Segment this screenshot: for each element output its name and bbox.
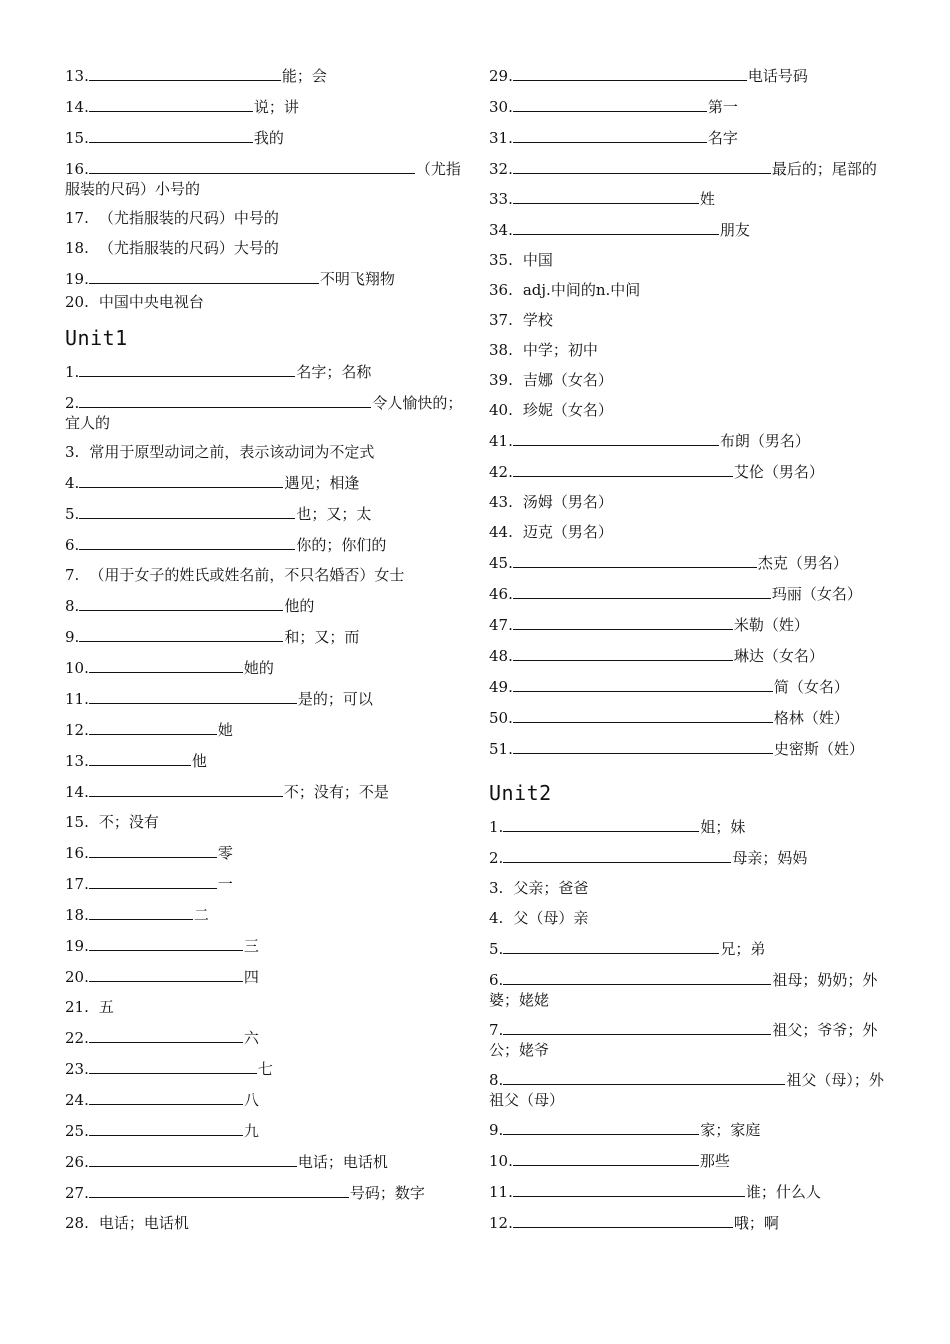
- answer-blank: [89, 1183, 349, 1198]
- item-gloss: 格林（姓）: [773, 709, 849, 727]
- item-gloss: 祖母；奶奶；外婆；姥姥: [489, 971, 878, 1009]
- item-number: 17.: [65, 875, 89, 893]
- vocab-item: [65, 393, 465, 433]
- left-list-top: [65, 66, 465, 312]
- item-number: 9.: [65, 628, 80, 646]
- vocab-item: [65, 658, 465, 678]
- item-number: 49.: [489, 678, 513, 696]
- item-gloss: 常用于原型动词之前，表示该动词为不定式: [89, 443, 375, 461]
- item-number: 13.: [65, 752, 89, 770]
- item-gloss: 学校: [522, 311, 553, 329]
- item-number: 17.: [65, 209, 89, 227]
- item-number: 1.: [489, 818, 504, 836]
- item-gloss: 不；没有: [98, 813, 159, 831]
- answer-blank: [503, 1120, 699, 1135]
- item-gloss: 迈克（男名）: [522, 523, 613, 541]
- answer-blank: [513, 189, 699, 204]
- item-gloss: 你的；你们的: [296, 536, 387, 554]
- item-gloss: 中国: [522, 251, 553, 269]
- vocab-item: [65, 1183, 465, 1203]
- item-number: 14.: [65, 98, 89, 116]
- answer-blank: [89, 1121, 243, 1136]
- vocab-item: [489, 281, 884, 300]
- answer-blank: [503, 848, 731, 863]
- vocab-item: [65, 813, 465, 832]
- vocab-item: [489, 251, 884, 270]
- item-gloss: 她: [217, 721, 233, 739]
- item-gloss: 不明飞翔物: [319, 270, 395, 288]
- item-number: 37.: [489, 311, 513, 329]
- item-number: 21.: [65, 998, 89, 1016]
- item-gloss: 三: [243, 937, 259, 955]
- item-gloss: 说；讲: [253, 98, 299, 116]
- item-number: 31.: [489, 129, 513, 147]
- answer-blank: [89, 720, 217, 735]
- item-gloss: 第一: [707, 98, 738, 116]
- answer-blank: [89, 1028, 243, 1043]
- item-gloss: adj.中间的n.中间: [522, 281, 641, 299]
- item-gloss: 四: [243, 968, 259, 986]
- item-number: 27.: [65, 1184, 89, 1202]
- item-number: 42.: [489, 463, 513, 481]
- item-number: 1.: [65, 363, 80, 381]
- answer-blank: [79, 535, 295, 550]
- answer-blank: [89, 874, 217, 889]
- unit2-heading: Unit2: [489, 781, 552, 805]
- vocab-item: [489, 431, 884, 451]
- item-number: 36.: [489, 281, 513, 299]
- vocab-item: [65, 998, 465, 1017]
- item-number: 3.: [489, 879, 504, 897]
- left-list-unit1: [65, 362, 465, 1233]
- item-number: 10.: [489, 1152, 513, 1170]
- answer-blank: [89, 128, 253, 143]
- vocab-item: [489, 615, 884, 635]
- item-number: 18.: [65, 906, 89, 924]
- answer-blank: [513, 97, 707, 112]
- vocab-item: [65, 905, 465, 925]
- item-number: 41.: [489, 432, 513, 450]
- item-number: 40.: [489, 401, 513, 419]
- vocab-item: [65, 1152, 465, 1172]
- item-gloss: 玛丽（女名）: [771, 585, 862, 603]
- answer-blank: [79, 473, 283, 488]
- item-gloss: 八: [243, 1091, 259, 1109]
- answer-blank: [89, 689, 297, 704]
- vocab-item: [65, 967, 465, 987]
- vocab-item: [489, 1151, 884, 1171]
- item-number: 12.: [65, 721, 89, 739]
- item-gloss: 能；会: [281, 67, 327, 85]
- answer-blank: [513, 615, 733, 630]
- vocab-item: [489, 1182, 884, 1202]
- vocab-item: [65, 239, 465, 258]
- item-number: 15.: [65, 129, 89, 147]
- vocab-item: [65, 689, 465, 709]
- item-gloss: 六: [243, 1029, 259, 1047]
- item-gloss: 七: [257, 1060, 273, 1078]
- vocab-item: [65, 843, 465, 863]
- answer-blank: [513, 708, 773, 723]
- answer-blank: [89, 97, 253, 112]
- answer-blank: [89, 269, 319, 284]
- item-gloss: 电话；电话机: [98, 1214, 189, 1232]
- item-number: 15.: [65, 813, 89, 831]
- item-gloss: 零: [217, 844, 233, 862]
- answer-blank: [513, 220, 719, 235]
- item-number: 19.: [65, 937, 89, 955]
- item-gloss: 吉娜（女名）: [522, 371, 613, 389]
- vocab-item: [489, 848, 884, 868]
- item-gloss: 中国中央电视台: [98, 293, 204, 311]
- answer-blank: [89, 782, 283, 797]
- vocab-item: [489, 159, 884, 179]
- right-list-unit2: [489, 817, 884, 1233]
- vocab-item: [65, 269, 465, 289]
- item-gloss: 五: [98, 998, 114, 1016]
- vocab-item: [489, 1070, 884, 1110]
- vocab-item: [65, 66, 465, 86]
- vocab-item: [65, 782, 465, 802]
- answer-blank: [503, 1020, 771, 1035]
- item-gloss: （用于女子的姓氏或姓名前，不只名婚否）女士: [89, 566, 405, 584]
- item-number: 32.: [489, 160, 513, 178]
- vocab-item: [65, 97, 465, 117]
- answer-blank: [513, 1151, 699, 1166]
- item-gloss: 祖父（母）；外祖父（母）: [489, 1071, 884, 1109]
- vocab-item: [489, 341, 884, 360]
- item-gloss: 米勒（姓）: [733, 616, 809, 634]
- item-gloss: （尤指服装的尺码）小号的: [65, 160, 461, 198]
- item-number: 5.: [489, 940, 504, 958]
- item-gloss: 史密斯（姓）: [773, 740, 864, 758]
- item-gloss: 也；又；太: [296, 505, 372, 523]
- answer-blank: [89, 658, 243, 673]
- vocab-item: [489, 1120, 884, 1140]
- vocab-item: [489, 462, 884, 482]
- item-gloss: 我的: [253, 129, 284, 147]
- vocab-item: [489, 189, 884, 209]
- item-number: 11.: [65, 690, 89, 708]
- item-gloss: 是的；可以: [297, 690, 373, 708]
- answer-blank: [79, 627, 283, 642]
- item-gloss: 一: [217, 875, 233, 893]
- item-number: 8.: [65, 597, 80, 615]
- item-gloss: 和；又；而: [284, 628, 360, 646]
- vocab-item: [65, 362, 465, 382]
- item-number: 24.: [65, 1091, 89, 1109]
- answer-blank: [89, 967, 243, 982]
- item-number: 30.: [489, 98, 513, 116]
- answer-blank: [513, 431, 719, 446]
- vocab-item: [65, 566, 465, 585]
- answer-blank: [79, 596, 283, 611]
- item-gloss: 九: [243, 1122, 259, 1140]
- answer-blank: [513, 66, 747, 81]
- answer-blank: [89, 66, 281, 81]
- left-column: [65, 66, 465, 1244]
- vocab-item: [489, 879, 884, 898]
- vocab-item: [65, 596, 465, 616]
- vocab-item: [489, 97, 884, 117]
- vocab-item: [489, 677, 884, 697]
- vocab-item: [489, 401, 884, 420]
- answer-blank: [89, 936, 243, 951]
- item-gloss: 杰克（男名）: [757, 554, 848, 572]
- answer-blank: [513, 159, 771, 174]
- vocab-item: [489, 66, 884, 86]
- answer-blank: [503, 970, 771, 985]
- answer-blank: [513, 553, 757, 568]
- item-number: 43.: [489, 493, 513, 511]
- vocab-item: [489, 909, 884, 928]
- vocab-item: [65, 443, 465, 462]
- item-number: 23.: [65, 1060, 89, 1078]
- item-number: 46.: [489, 585, 513, 603]
- answer-blank: [89, 159, 415, 174]
- vocab-item: [65, 1090, 465, 1110]
- vocab-item: [489, 128, 884, 148]
- vocab-item: [65, 1214, 465, 1233]
- item-gloss: （尤指服装的尺码）中号的: [98, 209, 279, 227]
- vocab-item: [489, 493, 884, 512]
- item-gloss: 电话号码: [747, 67, 808, 85]
- item-gloss: 令人愉快的；宜人的: [65, 394, 463, 432]
- item-gloss: 汤姆（男名）: [522, 493, 613, 511]
- item-gloss: 名字: [707, 129, 738, 147]
- item-number: 29.: [489, 67, 513, 85]
- item-gloss: 朋友: [719, 221, 750, 239]
- vocab-item: [489, 584, 884, 604]
- item-number: 26.: [65, 1153, 89, 1171]
- item-number: 4.: [65, 474, 80, 492]
- vocab-item: [65, 535, 465, 555]
- answer-blank: [503, 1070, 785, 1085]
- answer-blank: [79, 504, 295, 519]
- right-column: [489, 66, 884, 1244]
- item-gloss: 号码；数字: [349, 1184, 425, 1202]
- item-number: 10.: [65, 659, 89, 677]
- vocab-item: [489, 1020, 884, 1060]
- item-gloss: 艾伦（男名）: [733, 463, 824, 481]
- item-number: 14.: [65, 783, 89, 801]
- vocab-item: [65, 159, 465, 199]
- vocab-item: [65, 1028, 465, 1048]
- answer-blank: [513, 462, 733, 477]
- vocab-item: [65, 473, 465, 493]
- item-number: 51.: [489, 740, 513, 758]
- item-number: 8.: [489, 1071, 504, 1089]
- item-number: 28.: [65, 1214, 89, 1232]
- vocab-item: [489, 817, 884, 837]
- item-number: 11.: [489, 1183, 513, 1201]
- item-gloss: 电话；电话机: [297, 1153, 388, 1171]
- vocab-item: [489, 523, 884, 542]
- vocab-item: [65, 504, 465, 524]
- item-number: 45.: [489, 554, 513, 572]
- item-number: 25.: [65, 1122, 89, 1140]
- vocab-item: [65, 1059, 465, 1079]
- vocab-item: [489, 220, 884, 240]
- answer-blank: [89, 1090, 243, 1105]
- item-number: 34.: [489, 221, 513, 239]
- answer-blank: [513, 128, 707, 143]
- item-number: 4.: [489, 909, 504, 927]
- vocab-item: [489, 970, 884, 1010]
- vocab-item: [489, 1213, 884, 1233]
- item-number: 6.: [489, 971, 504, 989]
- item-gloss: 他: [191, 752, 207, 770]
- item-gloss: 琳达（女名）: [733, 647, 824, 665]
- item-gloss: 母亲；妈妈: [732, 849, 808, 867]
- item-gloss: 谁；什么人: [745, 1183, 821, 1201]
- item-number: 22.: [65, 1029, 89, 1047]
- item-number: 50.: [489, 709, 513, 727]
- vocab-item: [489, 311, 884, 330]
- item-gloss: 祖父；爷爷；外公；姥爷: [489, 1021, 878, 1059]
- item-gloss: （尤指服装的尺码）大号的: [98, 239, 279, 257]
- right-list-top: [489, 66, 884, 759]
- item-gloss: 他的: [284, 597, 315, 615]
- answer-blank: [513, 677, 773, 692]
- item-gloss: 不；没有；不是: [283, 783, 389, 801]
- item-gloss: 遇见；相逢: [284, 474, 360, 492]
- item-number: 2.: [65, 394, 80, 412]
- item-gloss: 最后的；尾部的: [771, 160, 877, 178]
- item-gloss: 父（母）亲: [513, 909, 589, 927]
- item-number: 20.: [65, 968, 89, 986]
- item-gloss: 姓: [699, 190, 715, 208]
- answer-blank: [89, 843, 217, 858]
- item-gloss: 姐；妹: [700, 818, 746, 836]
- item-gloss: 父亲；爸爸: [513, 879, 589, 897]
- answer-blank: [89, 1059, 257, 1074]
- item-gloss: 布朗（男名）: [719, 432, 810, 450]
- item-gloss: 哦；啊: [733, 1214, 779, 1232]
- item-number: 44.: [489, 523, 513, 541]
- unit1-heading: Unit1: [65, 326, 128, 350]
- item-number: 18.: [65, 239, 89, 257]
- vocab-item: [65, 1121, 465, 1141]
- answer-blank: [513, 1213, 733, 1228]
- answer-blank: [503, 817, 699, 832]
- item-number: 16.: [65, 160, 89, 178]
- answer-blank: [89, 1152, 297, 1167]
- answer-blank: [513, 1182, 745, 1197]
- vocab-item: [65, 209, 465, 228]
- vocab-item: [65, 627, 465, 647]
- item-number: 20.: [65, 293, 89, 311]
- item-gloss: 家；家庭: [700, 1121, 761, 1139]
- item-gloss: 那些: [699, 1152, 730, 1170]
- vocab-item: [65, 936, 465, 956]
- item-number: 9.: [489, 1121, 504, 1139]
- item-number: 47.: [489, 616, 513, 634]
- vocab-item: [489, 646, 884, 666]
- answer-blank: [79, 393, 371, 408]
- item-number: 19.: [65, 270, 89, 288]
- item-number: 13.: [65, 67, 89, 85]
- vocab-item: [489, 708, 884, 728]
- item-number: 16.: [65, 844, 89, 862]
- item-number: 35.: [489, 251, 513, 269]
- item-gloss: 名字；名称: [296, 363, 372, 381]
- answer-blank: [513, 584, 771, 599]
- answer-blank: [89, 905, 193, 920]
- item-number: 7.: [489, 1021, 504, 1039]
- answer-blank: [503, 939, 719, 954]
- item-gloss: 兄；弟: [720, 940, 766, 958]
- item-gloss: 二: [193, 906, 209, 924]
- vocab-item: [65, 128, 465, 148]
- answer-blank: [79, 362, 295, 377]
- item-number: 48.: [489, 647, 513, 665]
- item-number: 6.: [65, 536, 80, 554]
- item-number: 38.: [489, 341, 513, 359]
- vocab-item: [65, 874, 465, 894]
- item-gloss: 中学；初中: [522, 341, 598, 359]
- item-number: 39.: [489, 371, 513, 389]
- item-number: 33.: [489, 190, 513, 208]
- vocab-item: [489, 939, 884, 959]
- item-number: 3.: [65, 443, 80, 461]
- vocab-item: [489, 739, 884, 759]
- item-number: 7.: [65, 566, 80, 584]
- item-gloss: 她的: [243, 659, 274, 677]
- answer-blank: [513, 646, 733, 661]
- vocab-item: [65, 293, 465, 312]
- item-gloss: 珍妮（女名）: [522, 401, 613, 419]
- answer-blank: [89, 751, 191, 766]
- item-number: 2.: [489, 849, 504, 867]
- vocab-item: [65, 720, 465, 740]
- vocab-item: [489, 553, 884, 573]
- vocab-item: [489, 371, 884, 390]
- item-number: 12.: [489, 1214, 513, 1232]
- vocab-item: [65, 751, 465, 771]
- item-gloss: 简（女名）: [773, 678, 849, 696]
- item-number: 5.: [65, 505, 80, 523]
- answer-blank: [513, 739, 773, 754]
